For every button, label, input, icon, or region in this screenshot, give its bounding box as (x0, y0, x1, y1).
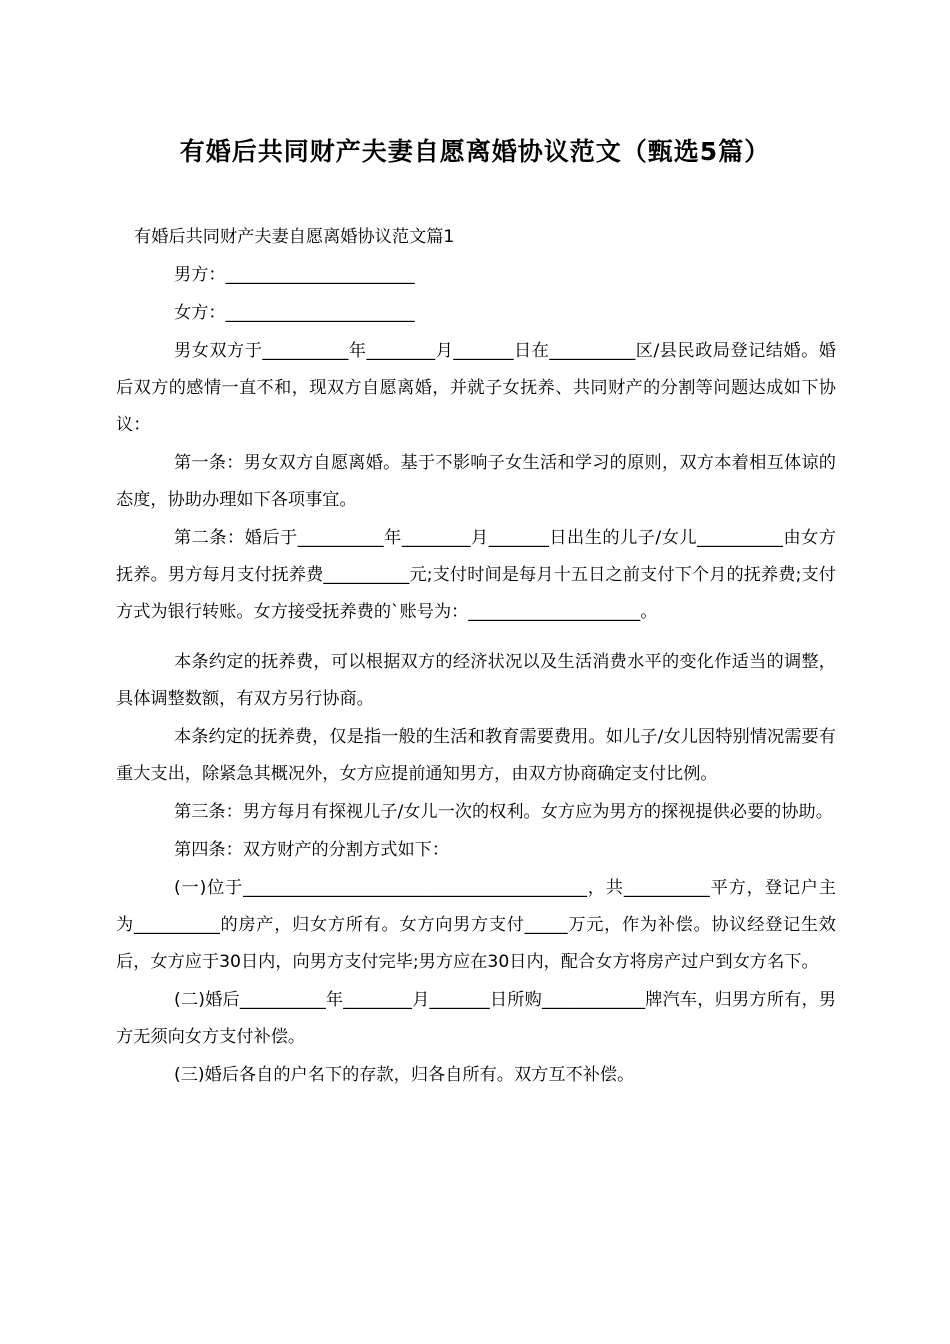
paragraph-article-3: 第三条：男方每月有探视儿子/女儿一次的权利。女方应为男方的探视提供必要的协助。 (174, 802, 833, 822)
document-body (116, 219, 836, 1094)
paragraph-support-scope: 本条约定的抚养费，仅是指一般的生活和教育需要费用。如儿子/女儿因特别情况需要有重大支出，除紧急其概况外，女方应提前通知男方，由双方协商确定支付比例。 (116, 727, 836, 784)
section-heading: 有婚后共同财产夫妻自愿离婚协议范文篇1 (134, 227, 455, 247)
paragraph-item-1: (一)位于________________________________________，共__________平方，登记户主为__________的房产，归女方所有。女方向男方支付_____万元，作为补偿。协议经登记生效后，女方应于30日内，向男方支付完毕;男方应在30日内，配合女方将房产过户到女方名下。 (116, 878, 836, 972)
male-party-line: 男方：______________________ (174, 265, 415, 285)
paragraph-intro: 男女双方于__________年________月_______日在__________区/县民政局登记结婚。婚后双方的感情一直不和，现双方自愿离婚，并就子女抚养、共同财产的分割等问题达成如下协议： (116, 341, 836, 435)
paragraph-support-adjust: 本条约定的抚养费，可以根据双方的经济状况以及生活消费水平的变化作适当的调整，具体调整数额，有双方另行协商。 (116, 652, 836, 709)
paragraph-item-3: (三)婚后各自的户名下的存款，归各自所有。双方互不补偿。 (174, 1065, 635, 1085)
paragraph-item-2: (二)婚后__________年________月_______日所购____________牌汽车，归男方所有，男方无须向女方支付补偿。 (116, 990, 836, 1047)
paragraph-article-1: 第一条：男女双方自愿离婚。基于不影响子女生活和学习的原则，双方本着相互体谅的态度，协助办理如下各项事宜。 (116, 453, 836, 510)
document-title: 有婚后共同财产夫妻自愿离婚协议范文（甄选5篇） (179, 137, 771, 166)
paragraph-article-4: 第四条：双方财产的分割方式如下： (174, 840, 450, 860)
paragraph-article-2: 第二条：婚后于__________年________月_______日出生的儿子/女儿__________由女方抚养。男方每月支付抚养费__________元;支付时间是每月十五日之前支付下个月的抚养费;支付方式为银行转账。女方接受抚养费的`账号为：____________________。 (116, 528, 836, 622)
female-party-line: 女方：______________________ (174, 303, 415, 323)
